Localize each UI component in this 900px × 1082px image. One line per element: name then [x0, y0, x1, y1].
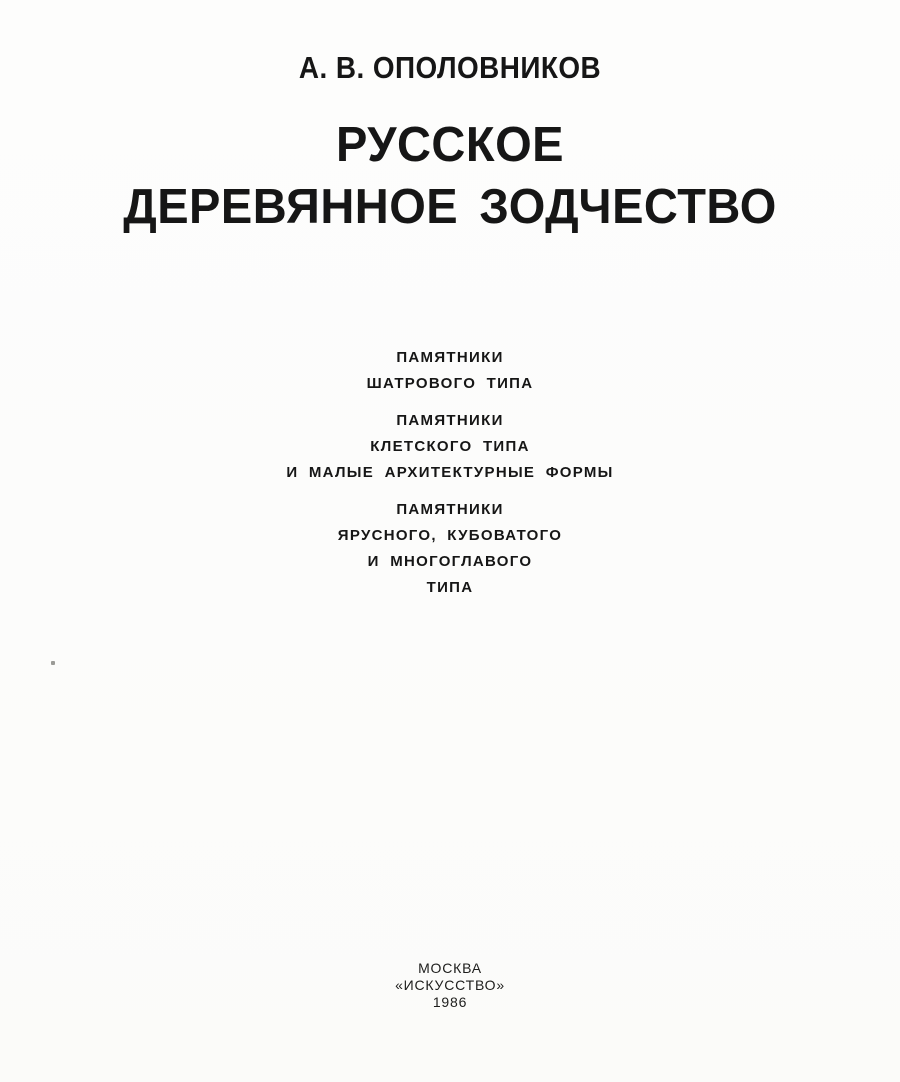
subtitle-line: ПАМЯТНИКИ — [396, 412, 504, 429]
subtitle-line: ПАМЯТНИКИ — [396, 501, 504, 518]
book-title-line2: ДЕРЕВЯННОЕ ЗОДЧЕСТВО — [123, 180, 777, 234]
subtitle-line: КЛЕТСКОГО ТИПА — [370, 438, 530, 455]
subtitle-line: ЯРУСНОГО, КУБОВАТОГО — [337, 527, 563, 544]
imprint-publisher: «ИСКУССТВО» — [395, 977, 505, 993]
author-name: А. В. ОПОЛОВНИКОВ — [298, 50, 602, 85]
imprint — [0, 960, 900, 1011]
book-title — [18, 114, 882, 238]
imprint-year: 1986 — [432, 994, 468, 1010]
subtitle-line: И МНОГОГЛАВОГО — [367, 553, 533, 570]
subtitle-group-shatrovogo — [0, 345, 900, 397]
subtitle-line: И МАЛЫЕ АРХИТЕКТУРНЫЕ ФОРМЫ — [286, 464, 614, 481]
subtitle-line: ТИПА — [426, 579, 474, 596]
subtitle-group-yarusnogo — [0, 497, 900, 601]
book-title-line1: РУССКОЕ — [336, 118, 564, 172]
subtitle-group-kletskogo — [0, 408, 900, 486]
scan-speck — [51, 661, 55, 665]
imprint-city: МОСКВА — [418, 960, 482, 976]
subtitle-line: ШАТРОВОГО ТИПА — [366, 375, 534, 392]
subtitle-section — [0, 345, 900, 612]
subtitle-line: ПАМЯТНИКИ — [396, 349, 504, 366]
